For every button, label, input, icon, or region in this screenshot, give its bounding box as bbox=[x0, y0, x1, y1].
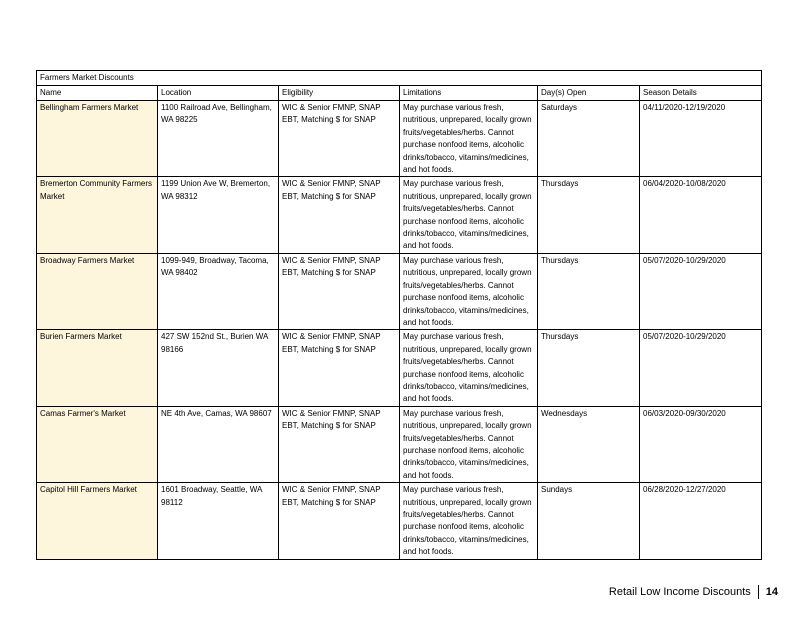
cell-name: Bremerton Community Farmers Market bbox=[37, 177, 158, 253]
cell-limitations: May purchase various fresh, nutritious, unprepared, locally grown fruits/vegetables/herbs. Cannot purchase nonfood items, alcoholic drinks/tobacco, vitamins/medicines, and hot foods. bbox=[400, 253, 538, 329]
cell-days-open: Thursdays bbox=[538, 253, 640, 329]
cell-eligibility: WIC & Senior FMNP, SNAP EBT, Matching $ for SNAP bbox=[279, 330, 400, 406]
header-eligibility: Eligibility bbox=[279, 86, 400, 101]
cell-days-open: Thursdays bbox=[538, 177, 640, 253]
header-name: Name bbox=[37, 86, 158, 101]
cell-limitations: May purchase various fresh, nutritious, unprepared, locally grown fruits/vegetables/herbs. Cannot purchase nonfood items, alcoholic drinks/tobacco, vitamins/medicines, and hot foods. bbox=[400, 483, 538, 559]
cell-season-details: 06/03/2020-09/30/2020 bbox=[640, 406, 762, 482]
cell-eligibility: WIC & Senior FMNP, SNAP EBT, Matching $ for SNAP bbox=[279, 483, 400, 559]
table-row bbox=[37, 406, 762, 482]
table-row bbox=[37, 330, 762, 406]
cell-name: Capitol Hill Farmers Market bbox=[37, 483, 158, 559]
cell-location: 427 SW 152nd St., Burien WA 98166 bbox=[158, 330, 279, 406]
footer-section-title: Retail Low Income Discounts bbox=[608, 586, 751, 598]
cell-eligibility: WIC & Senior FMNP, SNAP EBT, Matching $ for SNAP bbox=[279, 101, 400, 177]
header-season-details: Season Details bbox=[640, 86, 762, 101]
cell-season-details: 06/04/2020-10/08/2020 bbox=[640, 177, 762, 253]
cell-eligibility: WIC & Senior FMNP, SNAP EBT, Matching $ for SNAP bbox=[279, 253, 400, 329]
cell-season-details: 04/11/2020-12/19/2020 bbox=[640, 101, 762, 177]
footer-divider bbox=[758, 585, 759, 599]
cell-days-open: Saturdays bbox=[538, 101, 640, 177]
cell-season-details: 06/28/2020-12/27/2020 bbox=[640, 483, 762, 559]
header-limitations: Limitations bbox=[400, 86, 538, 101]
table-row bbox=[37, 483, 762, 559]
cell-limitations: May purchase various fresh, nutritious, unprepared, locally grown fruits/vegetables/herbs. Cannot purchase nonfood items, alcoholic drinks/tobacco, vitamins/medicines, and hot foods. bbox=[400, 330, 538, 406]
table-title-row bbox=[37, 71, 762, 86]
cell-season-details: 05/07/2020-10/29/2020 bbox=[640, 253, 762, 329]
cell-limitations: May purchase various fresh, nutritious, unprepared, locally grown fruits/vegetables/herbs. Cannot purchase nonfood items, alcoholic drinks/tobacco, vitamins/medicines, and hot foods. bbox=[400, 406, 538, 482]
cell-days-open: Thursdays bbox=[538, 330, 640, 406]
cell-name: Broadway Farmers Market bbox=[37, 253, 158, 329]
cell-location: NE 4th Ave, Camas, WA 98607 bbox=[158, 406, 279, 482]
cell-limitations: May purchase various fresh, nutritious, unprepared, locally grown fruits/vegetables/herbs. Cannot purchase nonfood items, alcoholic drinks/tobacco, vitamins/medicines, and hot foods. bbox=[400, 177, 538, 253]
page-number: 14 bbox=[765, 586, 778, 598]
cell-location: 1100 Railroad Ave, Bellingham, WA 98225 bbox=[158, 101, 279, 177]
page-footer bbox=[609, 585, 778, 599]
cell-limitations: May purchase various fresh, nutritious, unprepared, locally grown fruits/vegetables/herbs. Cannot purchase nonfood items, alcoholic drinks/tobacco, vitamins/medicines, and hot foods. bbox=[400, 101, 538, 177]
cell-name: Camas Farmer's Market bbox=[37, 406, 158, 482]
cell-season-details: 05/07/2020-10/29/2020 bbox=[640, 330, 762, 406]
table-title: Farmers Market Discounts bbox=[37, 71, 762, 86]
cell-location: 1601 Broadway, Seattle, WA 98112 bbox=[158, 483, 279, 559]
cell-days-open: Wednesdays bbox=[538, 406, 640, 482]
table-row bbox=[37, 253, 762, 329]
header-days-open: Day(s) Open bbox=[538, 86, 640, 101]
header-location: Location bbox=[158, 86, 279, 101]
cell-location: 1199 Union Ave W, Bremerton, WA 98312 bbox=[158, 177, 279, 253]
table-row bbox=[37, 177, 762, 253]
cell-eligibility: WIC & Senior FMNP, SNAP EBT, Matching $ for SNAP bbox=[279, 177, 400, 253]
cell-days-open: Sundays bbox=[538, 483, 640, 559]
table-row bbox=[37, 101, 762, 177]
cell-name: Bellingham Farmers Market bbox=[37, 101, 158, 177]
table-header-row bbox=[37, 86, 762, 101]
cell-eligibility: WIC & Senior FMNP, SNAP EBT, Matching $ for SNAP bbox=[279, 406, 400, 482]
cell-location: 1099-949, Broadway, Tacoma, WA 98402 bbox=[158, 253, 279, 329]
cell-name: Burien Farmers Market bbox=[37, 330, 158, 406]
farmers-market-table bbox=[36, 70, 762, 560]
